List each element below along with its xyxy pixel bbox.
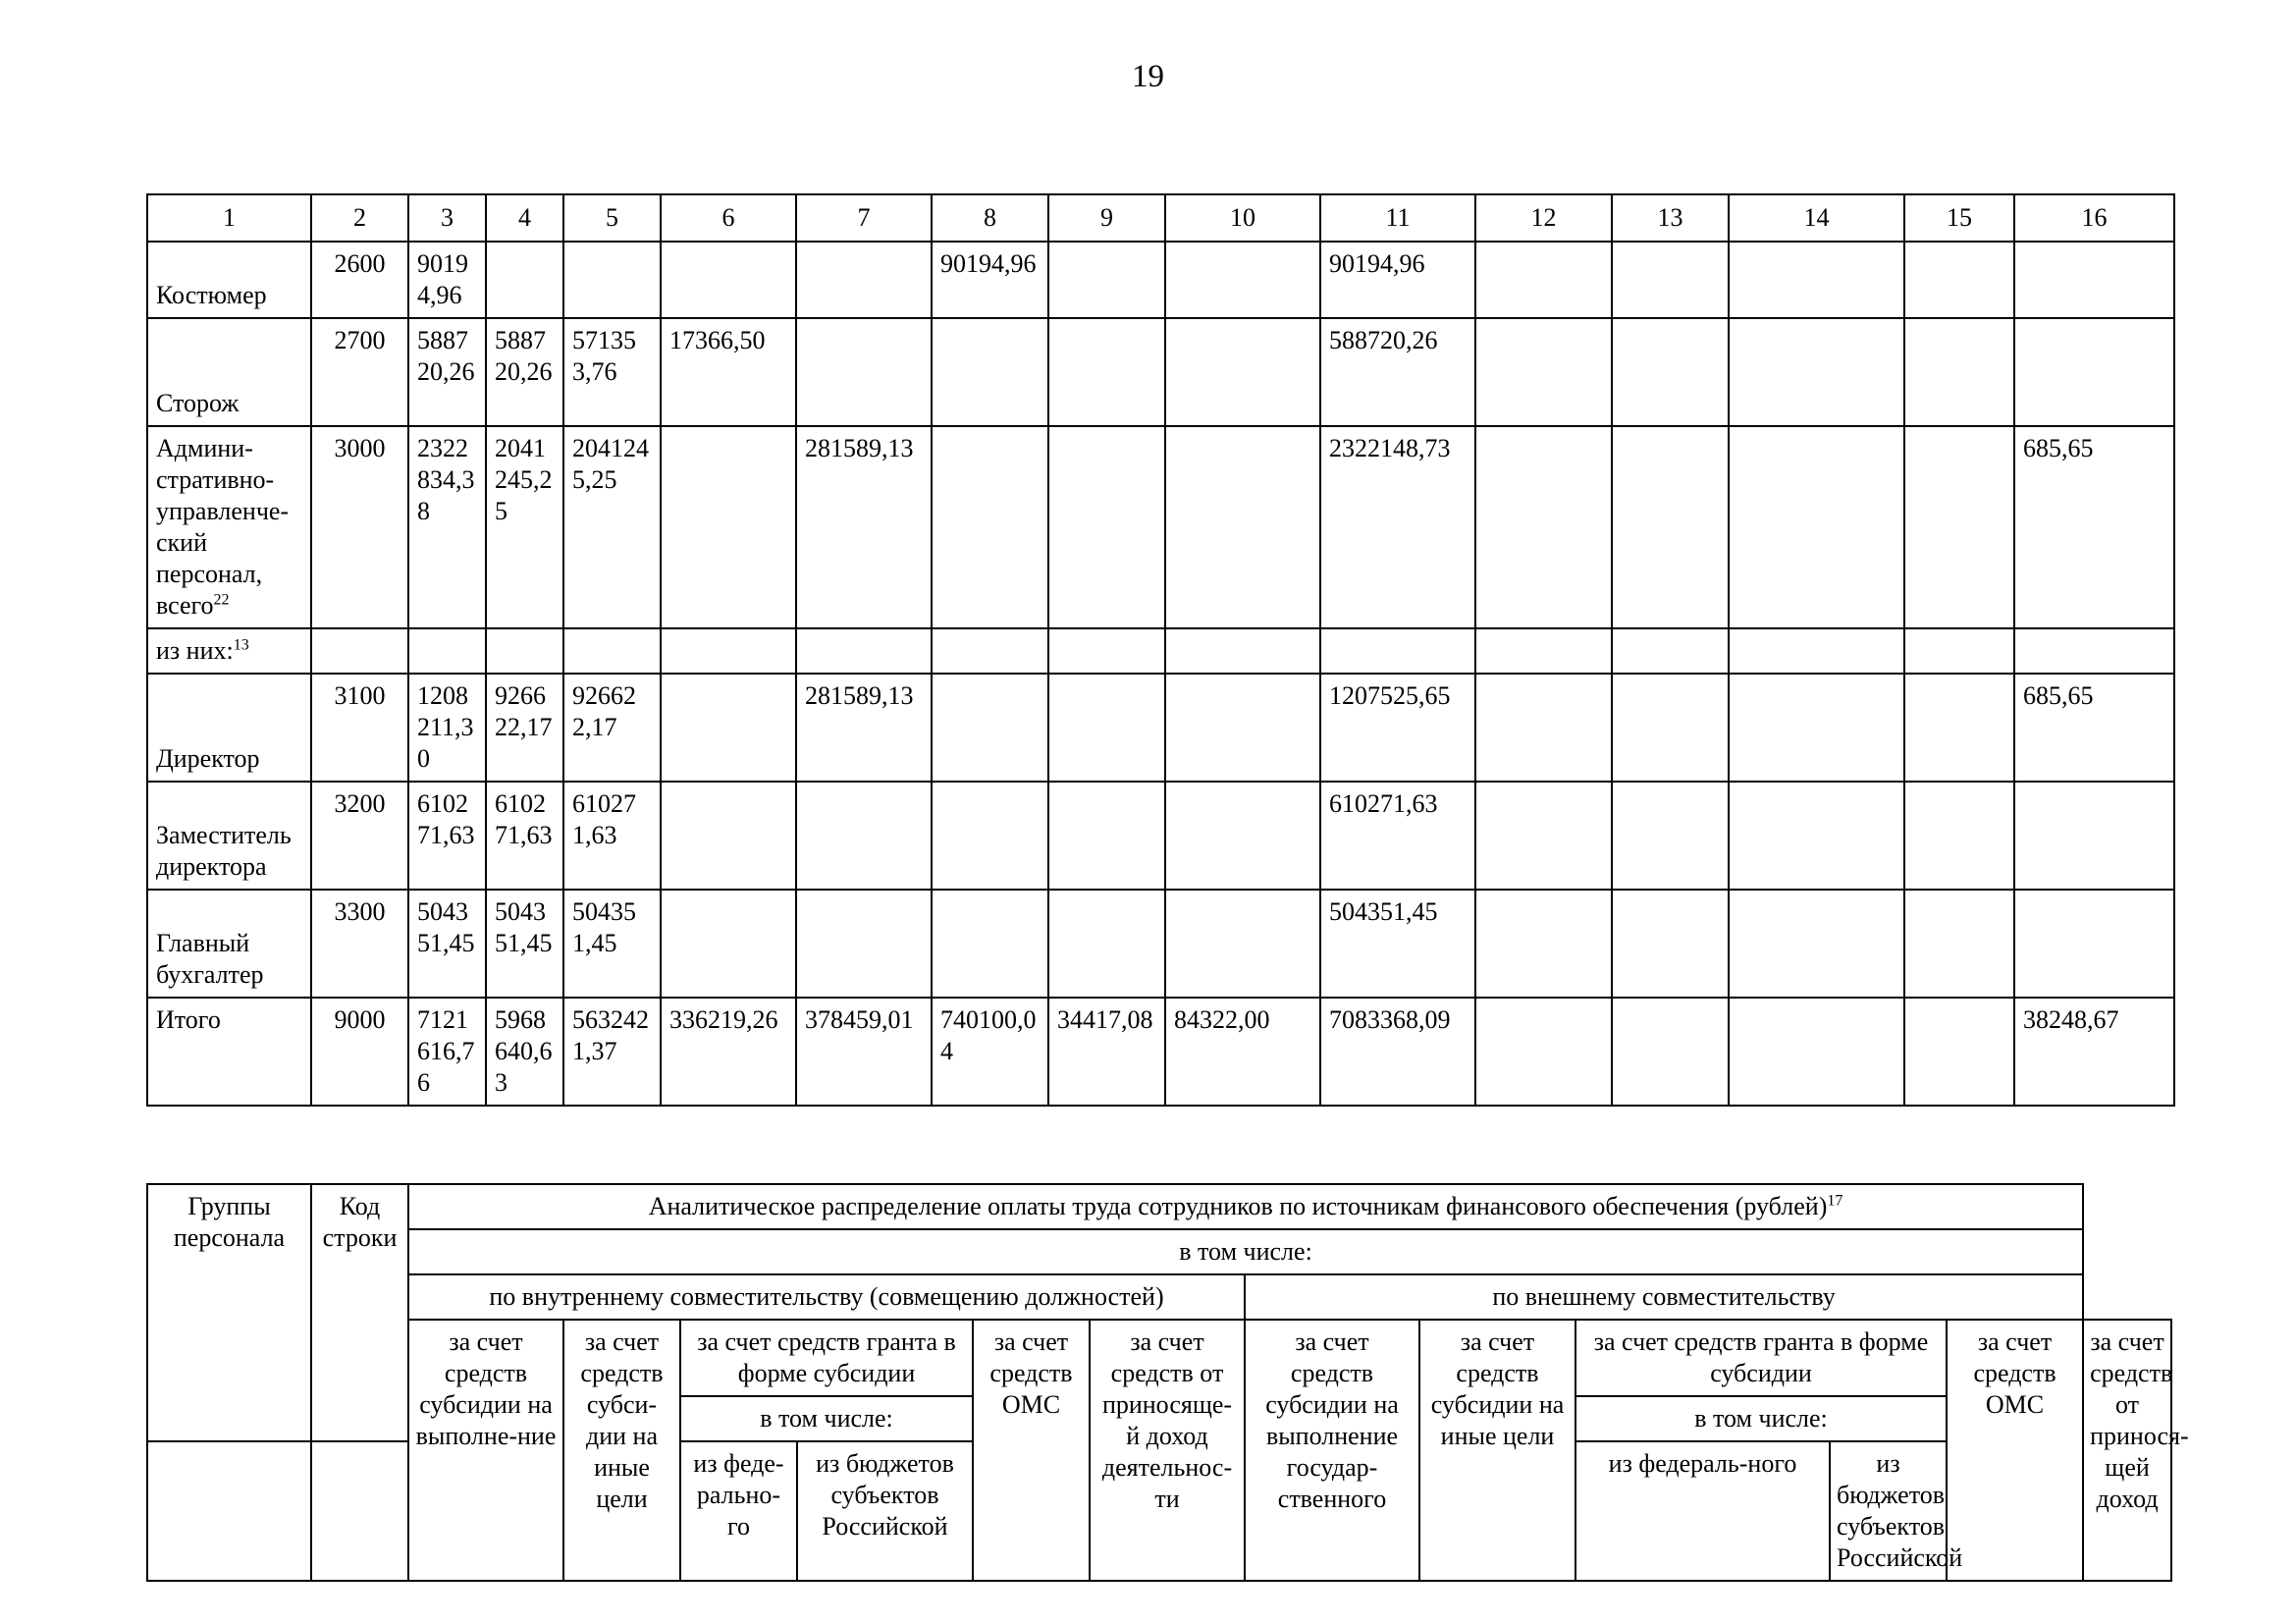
value-cell <box>1048 318 1165 426</box>
value-cell <box>1165 674 1320 782</box>
value-cell <box>1475 318 1612 426</box>
value-cell: 378459,01 <box>796 998 932 1106</box>
table-row <box>147 426 2174 628</box>
value-cell: 588720,26 <box>408 318 486 426</box>
column-number: 9 <box>1048 194 1165 242</box>
staff-pay-table <box>146 193 2175 1107</box>
value-cell: 38248,67 <box>2014 998 2174 1106</box>
ext-grant-header: за счет средств гранта в форме субсидии <box>1575 1320 1947 1396</box>
value-cell <box>1475 242 1612 318</box>
value-cell <box>2014 242 2174 318</box>
value-cell: 84322,00 <box>1165 998 1320 1106</box>
int-subsidy-task-header: за счет средств субсидии на выполне-ние <box>408 1320 563 1581</box>
value-cell <box>1904 890 2014 998</box>
staff-group-cell <box>147 674 311 782</box>
staff-group-cell <box>147 782 311 890</box>
column-number: 15 <box>1904 194 2014 242</box>
value-cell <box>1612 998 1729 1106</box>
value-cell: 571353,76 <box>563 318 661 426</box>
value-cell <box>932 318 1048 426</box>
value-cell <box>1165 782 1320 890</box>
staff-group-cell <box>147 426 311 628</box>
value-cell <box>1729 998 1904 1106</box>
value-cell: 17366,50 <box>661 318 796 426</box>
value-cell: 610271,63 <box>486 782 563 890</box>
external-header: по внешнему совместительству <box>1245 1274 2083 1320</box>
value-cell <box>1165 318 1320 426</box>
staff-group-cell <box>147 998 311 1106</box>
value-cell <box>486 628 563 674</box>
row-code-cell: 9000 <box>311 998 408 1106</box>
value-cell <box>1475 890 1612 998</box>
value-cell <box>2014 890 2174 998</box>
value-cell <box>1729 890 1904 998</box>
value-cell <box>1612 426 1729 628</box>
value-cell <box>1048 628 1165 674</box>
row-code-cell: 3100 <box>311 674 408 782</box>
value-cell: 281589,13 <box>796 426 932 628</box>
ext-subsidy-other-header: за счет средств субсидии на иные цели <box>1419 1320 1575 1581</box>
value-cell <box>1904 628 2014 674</box>
value-cell <box>932 782 1048 890</box>
value-cell <box>661 628 796 674</box>
value-cell <box>796 628 932 674</box>
value-cell <box>1904 318 2014 426</box>
value-cell: 1207525,65 <box>1320 674 1475 782</box>
value-cell <box>1048 890 1165 998</box>
value-cell <box>408 628 486 674</box>
value-cell: 504351,45 <box>486 890 563 998</box>
value-cell <box>1904 242 2014 318</box>
value-cell <box>1048 674 1165 782</box>
value-cell <box>796 782 932 890</box>
value-cell: 34417,08 <box>1048 998 1165 1106</box>
value-cell <box>661 782 796 890</box>
staff-group-cell <box>147 318 311 426</box>
value-cell <box>1612 674 1729 782</box>
column-number: 2 <box>311 194 408 242</box>
column-number: 4 <box>486 194 563 242</box>
value-cell <box>1904 674 2014 782</box>
value-cell <box>661 242 796 318</box>
column-number: 5 <box>563 194 661 242</box>
value-cell: 5968640,63 <box>486 998 563 1106</box>
value-cell <box>1165 426 1320 628</box>
value-cell <box>1165 628 1320 674</box>
staff-group-cell <box>147 890 311 998</box>
table-row <box>147 674 2174 782</box>
column-number: 7 <box>796 194 932 242</box>
value-cell: 685,65 <box>2014 426 2174 628</box>
value-cell <box>796 890 932 998</box>
value-cell <box>1612 890 1729 998</box>
value-cell: 685,65 <box>2014 674 2174 782</box>
value-cell <box>1729 674 1904 782</box>
value-cell <box>661 890 796 998</box>
value-cell <box>1048 782 1165 890</box>
staff-group-name: Костюмер <box>156 281 267 309</box>
value-cell <box>2014 318 2174 426</box>
value-cell: 610271,63 <box>563 782 661 890</box>
ext-oms-header: за счет средств ОМС <box>1947 1320 2083 1581</box>
value-cell <box>932 890 1048 998</box>
value-cell <box>932 426 1048 628</box>
value-cell <box>1904 426 2014 628</box>
value-cell: 588720,26 <box>486 318 563 426</box>
row-code-cell: 3300 <box>311 890 408 998</box>
int-oms-header: за счет средств ОМС <box>973 1320 1090 1581</box>
value-cell: 281589,13 <box>796 674 932 782</box>
value-cell: 1208211,30 <box>408 674 486 782</box>
groups-header: Группы персонала <box>147 1184 311 1441</box>
value-cell <box>1475 674 1612 782</box>
value-cell: 504351,45 <box>408 890 486 998</box>
value-cell <box>1475 998 1612 1106</box>
value-cell: 90194,96 <box>1320 242 1475 318</box>
int-grant-header: за счет средств гранта в форме субсидии <box>680 1320 973 1396</box>
column-number: 13 <box>1612 194 1729 242</box>
staff-group-cell <box>147 628 311 674</box>
row-code-cell: 2700 <box>311 318 408 426</box>
value-cell <box>1612 242 1729 318</box>
value-cell <box>1320 628 1475 674</box>
value-cell <box>563 628 661 674</box>
ext-subsidy-task-header: за счет средств субсидии на выполнение государ-ственного <box>1245 1320 1419 1581</box>
column-number: 14 <box>1729 194 1904 242</box>
column-number: 12 <box>1475 194 1612 242</box>
footnote-ref: 22 <box>213 591 230 609</box>
value-cell <box>1475 426 1612 628</box>
column-number: 3 <box>408 194 486 242</box>
value-cell <box>1165 242 1320 318</box>
value-cell <box>1048 242 1165 318</box>
value-cell <box>1048 426 1165 628</box>
value-cell: 336219,26 <box>661 998 796 1106</box>
staff-group-name: Сторож <box>156 389 240 417</box>
value-cell: 7083368,09 <box>1320 998 1475 1106</box>
table-row <box>147 782 2174 890</box>
value-cell <box>1729 242 1904 318</box>
value-cell <box>1612 628 1729 674</box>
value-cell <box>1475 782 1612 890</box>
value-cell: 5632421,37 <box>563 998 661 1106</box>
including-header: в том числе: <box>408 1229 2083 1274</box>
staff-group-name: Директор <box>156 744 260 773</box>
value-cell <box>2014 628 2174 674</box>
internal-header: по внутреннему совместительству (совмещению должностей) <box>408 1274 1245 1320</box>
value-cell <box>1729 426 1904 628</box>
value-cell <box>1904 998 2014 1106</box>
value-cell <box>932 628 1048 674</box>
value-cell <box>1475 628 1612 674</box>
value-cell <box>1165 890 1320 998</box>
staff-group-name: из них: <box>156 636 234 665</box>
value-cell <box>1904 782 2014 890</box>
value-cell <box>1612 318 1729 426</box>
int-income-header: за счет средств от приносяще-й доход деятельнос-ти <box>1090 1320 1245 1581</box>
code-header: Код строки <box>311 1184 408 1441</box>
value-cell: 2041245,25 <box>563 426 661 628</box>
value-cell: 926622,17 <box>563 674 661 782</box>
value-cell: 90194,96 <box>408 242 486 318</box>
value-cell <box>1612 782 1729 890</box>
main-title-header: Аналитическое распределение оплаты труда сотрудников по источникам финансового обеспечения (рублей)$^{17}$ <box>408 1184 2083 1229</box>
value-cell <box>932 674 1048 782</box>
value-cell: 504351,45 <box>1320 890 1475 998</box>
value-cell <box>1729 782 1904 890</box>
staff-group-name: Админи-стративно-управленче-ский персонал, всего <box>156 434 290 620</box>
ext-grant-reg-header: из бюджетов субъектов Российской <box>1830 1441 1947 1581</box>
row-code-cell: 3000 <box>311 426 408 628</box>
staff-group-name: Главный бухгалтер <box>156 929 264 989</box>
staff-group-name: Итого <box>156 1005 221 1034</box>
value-cell <box>661 674 796 782</box>
value-cell <box>563 242 661 318</box>
column-number: 1 <box>147 194 311 242</box>
value-cell: 610271,63 <box>1320 782 1475 890</box>
footnote-ref: 13 <box>233 636 249 654</box>
value-cell <box>1729 628 1904 674</box>
staff-group-name: Заместитель директора <box>156 821 292 881</box>
column-number: 6 <box>661 194 796 242</box>
value-cell: 2041245,25 <box>486 426 563 628</box>
ext-grant-fed-header: из федераль-ного <box>1575 1441 1830 1581</box>
ext-income-header: за счет средств от принося-щей доход <box>2083 1320 2171 1581</box>
column-number: 10 <box>1165 194 1320 242</box>
value-cell: 7121616,76 <box>408 998 486 1106</box>
value-cell <box>2014 782 2174 890</box>
value-cell: 926622,17 <box>486 674 563 782</box>
value-cell: 588720,26 <box>1320 318 1475 426</box>
table-row <box>147 318 2174 426</box>
value-cell: 740100,04 <box>932 998 1048 1106</box>
table-row <box>147 242 2174 318</box>
staff-group-cell <box>147 242 311 318</box>
ext-grant-including-header: в том числе: <box>1575 1396 1947 1441</box>
table-row <box>147 890 2174 998</box>
value-cell: 90194,96 <box>932 242 1048 318</box>
int-grant-reg-header: из бюджетов субъектов Российской <box>797 1441 973 1581</box>
value-cell: 2322834,38 <box>408 426 486 628</box>
value-cell: 2322148,73 <box>1320 426 1475 628</box>
int-grant-fed-header: из феде-рально-го <box>680 1441 797 1581</box>
value-cell: 610271,63 <box>408 782 486 890</box>
row-code-cell: 2600 <box>311 242 408 318</box>
value-cell <box>796 242 932 318</box>
value-cell <box>796 318 932 426</box>
row-code-cell: 3200 <box>311 782 408 890</box>
column-number: 16 <box>2014 194 2174 242</box>
column-number: 8 <box>932 194 1048 242</box>
analytic-distribution-table <box>146 1183 2189 1582</box>
table-header-row <box>147 194 2174 242</box>
value-cell <box>1729 318 1904 426</box>
value-cell <box>486 242 563 318</box>
int-grant-including-header: в том числе: <box>680 1396 973 1441</box>
column-number: 11 <box>1320 194 1475 242</box>
value-cell <box>661 426 796 628</box>
table-row <box>147 628 2174 674</box>
row-code-cell <box>311 628 408 674</box>
value-cell: 504351,45 <box>563 890 661 998</box>
int-subsidy-other-header: за счет средств субси-дии на иные цели <box>563 1320 680 1581</box>
table-row <box>147 998 2174 1106</box>
page-number: 19 <box>1132 59 1164 94</box>
